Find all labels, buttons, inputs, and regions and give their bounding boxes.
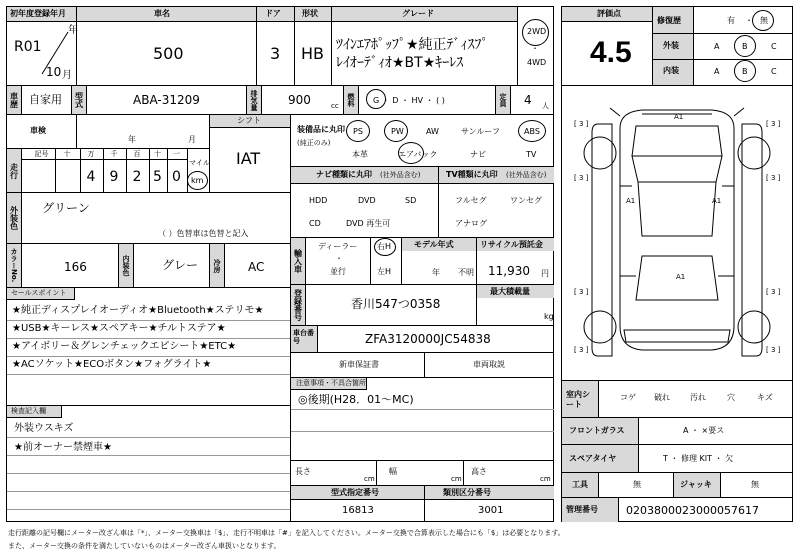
model-value: ABA-31209 bbox=[133, 93, 200, 107]
navi-type: DVD bbox=[358, 196, 376, 205]
navi-label: ナビ種類に丸印 bbox=[316, 170, 372, 179]
interior-grade-circle bbox=[734, 60, 756, 82]
odo-divider bbox=[103, 149, 104, 192]
spare-value: T ・ 修理 KIT ・ 欠 bbox=[663, 454, 734, 463]
diagram-mark-rear: A1 bbox=[676, 273, 686, 281]
max-load-unit: kg bbox=[544, 312, 554, 321]
length-unit: cm bbox=[364, 475, 375, 483]
sales-point-line: ★純正ディスプレイオーディオ★Bluetooth★ステリモ★ bbox=[12, 305, 264, 316]
mile-label: マイル bbox=[189, 159, 210, 167]
equipment-item: ナビ bbox=[470, 150, 486, 159]
chassis-value: ZFA3120000JC54838 bbox=[365, 332, 491, 346]
odo-digit: 2 bbox=[132, 169, 142, 185]
shift-value: IAT bbox=[236, 149, 261, 168]
color-value: グリーン bbox=[42, 201, 90, 215]
type-cert-label: 型式指定番号 bbox=[331, 488, 379, 497]
displacement-value: 900 bbox=[288, 93, 311, 107]
mgmt-value: 0203800023000057617 bbox=[626, 504, 759, 517]
km-label: km bbox=[191, 176, 204, 185]
equipment-item: 本革 bbox=[352, 150, 368, 159]
diagram-mark-front: A1 bbox=[674, 113, 684, 121]
recycle-label: リサイクル預託金 bbox=[480, 240, 543, 249]
type-cert-value: 16813 bbox=[342, 505, 374, 516]
tv-type: アナログ bbox=[455, 219, 487, 228]
odo-digit-label: 十 bbox=[154, 150, 161, 158]
car-name-value: 500 bbox=[153, 44, 184, 63]
recycle-unit: 円 bbox=[541, 269, 549, 278]
drive-4wd: 4WD bbox=[527, 58, 547, 67]
drive-dot: ・ bbox=[531, 44, 539, 53]
equipment-label: 装備品に丸印 bbox=[297, 125, 345, 134]
drive-2wd: 2WD bbox=[527, 27, 547, 36]
recycle-value: 11,930 bbox=[488, 264, 530, 278]
equipment-item: TV bbox=[526, 150, 537, 159]
sales-point-rule bbox=[7, 374, 290, 375]
capacity-unit: 人 bbox=[542, 102, 549, 110]
warranty-label: 新車保証書 bbox=[339, 360, 379, 369]
repair-label: 修復歴 bbox=[657, 16, 681, 25]
odo-divider bbox=[149, 149, 150, 192]
exterior-grade-label: 外装 bbox=[663, 41, 679, 50]
height-unit: cm bbox=[540, 475, 551, 483]
inspector-label: 検査記入欄 bbox=[11, 407, 46, 415]
tv-label: TV種類に丸印 bbox=[446, 170, 498, 179]
first-reg-era-year: R01 bbox=[14, 39, 42, 55]
diagram-bracket-tr: [ 3 ] bbox=[766, 120, 781, 128]
manual-label: 車両取説 bbox=[473, 360, 505, 369]
odo-divider bbox=[126, 149, 127, 192]
sales-points-label: セールスポイント bbox=[11, 289, 67, 297]
inspector-rule bbox=[7, 509, 290, 510]
inspector-rule bbox=[7, 473, 290, 474]
diagram-bracket-mr: [ 3 ] bbox=[766, 174, 781, 182]
seat-condition-item: 汚れ bbox=[690, 393, 706, 402]
tools-value: 無 bbox=[633, 480, 641, 489]
odo-digit: 4 bbox=[86, 169, 96, 185]
diagram-bracket-br2: [ 3 ] bbox=[766, 346, 781, 354]
handle-right-circle bbox=[374, 238, 396, 256]
car-name-label: 車名 bbox=[154, 9, 170, 18]
abs-circle bbox=[518, 120, 546, 142]
exterior-grade-c: C bbox=[771, 42, 777, 51]
first-reg-label: 初年度登録年月 bbox=[10, 9, 66, 18]
shaken-label: 車検 bbox=[30, 126, 46, 135]
car-diagram bbox=[562, 86, 793, 380]
windshield-value: A ・ ×要ス bbox=[683, 426, 725, 435]
equipment-item: AW bbox=[426, 127, 439, 136]
shape-label: 形状 bbox=[302, 9, 318, 18]
ps-circle bbox=[346, 120, 370, 142]
repair-dot: ・ bbox=[745, 16, 753, 25]
notes-label: 注意事項・不具合箇所 bbox=[296, 379, 366, 387]
diagram-bracket-tl: [ 3 ] bbox=[574, 120, 589, 128]
sales-point-rule bbox=[7, 356, 290, 357]
length-label: 長さ bbox=[295, 467, 311, 476]
tv-sub: (社外品含む) bbox=[506, 171, 547, 179]
inspector-line: ★前オーナー禁煙車★ bbox=[14, 442, 112, 453]
model-label: 型式 bbox=[74, 92, 84, 108]
equipment-item: ABS bbox=[524, 127, 540, 136]
use-label: 車歴 bbox=[9, 92, 19, 108]
navi-type: HDD bbox=[309, 196, 328, 205]
pw-circle bbox=[384, 120, 408, 142]
odo-digit-label: 十 bbox=[63, 150, 71, 158]
inspector-rule bbox=[7, 455, 290, 456]
repair-no: 無 bbox=[760, 16, 768, 25]
sales-point-line: ★USB★キーレス★スペアキー★チルトステア★ bbox=[12, 323, 226, 334]
ac-value: AC bbox=[248, 260, 265, 274]
shaken-year-unit: 年 bbox=[128, 135, 136, 144]
navi-type: SD bbox=[405, 196, 417, 205]
door-value: 3 bbox=[270, 44, 281, 63]
plate-label: 登録番号 bbox=[293, 289, 303, 321]
km-circle bbox=[187, 171, 208, 190]
plate-value: 香川547つ0358 bbox=[351, 297, 441, 311]
odo-digit-label: 千 bbox=[110, 150, 118, 158]
model-year-value: 不明 bbox=[458, 268, 474, 277]
equipment-item: PW bbox=[391, 127, 404, 136]
odo-divider bbox=[167, 149, 168, 192]
sales-point-line: ★ACソケット★ECOボタン★フォグライト★ bbox=[12, 359, 212, 370]
footer-line-1: 走行距離の記号欄にメーター改ざん車は「*」、メーター交換車は「$」、走行不明車は「#」を記入してください。メーター交換で合算表示した場合にも「$」は必要となります。 bbox=[8, 529, 565, 537]
score-value: 4.5 bbox=[590, 36, 632, 69]
fuel-options: G ・ D ・ HV ・ ( ) bbox=[373, 96, 445, 105]
import-label: 輸入車 bbox=[293, 249, 303, 273]
tools-label: 工具 bbox=[572, 480, 588, 489]
class-no-value: 3001 bbox=[478, 505, 504, 516]
use-value: 自家用 bbox=[29, 93, 62, 106]
odo-digit: 0 bbox=[172, 169, 181, 185]
sales-point-rule bbox=[7, 320, 290, 321]
exterior-grade-circle bbox=[734, 35, 756, 57]
width-label: 幅 bbox=[389, 467, 397, 476]
class-no-label: 類別区分番号 bbox=[443, 488, 491, 497]
odo-digit-label: 一 bbox=[173, 150, 180, 158]
inspector-line: 外装ウスキズ bbox=[14, 423, 74, 434]
diagram-bracket-br: [ 3 ] bbox=[766, 288, 781, 296]
tv-type: ワンセグ bbox=[510, 196, 542, 205]
spare-label: スペアタイヤ bbox=[569, 454, 617, 463]
exterior-grade-b: B bbox=[742, 42, 748, 51]
capacity-value: 4 bbox=[524, 93, 532, 107]
grade-line-1: ﾂｲﾝｴｱﾎﾟｯﾌﾟ★純正ﾃﾞｨｽﾌﾟ bbox=[336, 37, 489, 53]
first-reg-month-unit: 月 bbox=[62, 70, 72, 81]
footer-line-2: また、メーター交換の条件を満たしていないものはメーター改ざん車扱いとなります。 bbox=[8, 542, 281, 550]
odo-label: 走行 bbox=[9, 162, 19, 179]
color-change-note: （ ）色替車は色替と記入 bbox=[158, 229, 249, 238]
seat-label: 室内シート bbox=[566, 390, 590, 410]
displacement-label: 排気量 bbox=[250, 89, 258, 111]
diagram-bracket-bl: [ 3 ] bbox=[574, 288, 589, 296]
grade-line-2: ﾚｲｵｰﾃﾞｨｵ★BT★ｷｰﾚｽ bbox=[336, 55, 464, 71]
displacement-unit: cc bbox=[331, 102, 339, 110]
jack-label: ジャッキ bbox=[680, 480, 712, 489]
interior-color-value: グレー bbox=[162, 258, 199, 272]
color-no-label: カラーNo. bbox=[10, 248, 18, 283]
diagram-bracket-ml: [ 3 ] bbox=[574, 174, 589, 182]
odo-divider bbox=[80, 149, 81, 192]
grade-label: グレード bbox=[402, 9, 434, 18]
interior-grade-b: B bbox=[742, 67, 748, 76]
drive-2wd-circle bbox=[522, 19, 549, 46]
seat-condition-item: 破れ bbox=[654, 393, 670, 402]
diagram-bracket-bl2: [ 3 ] bbox=[574, 346, 589, 354]
first-reg-year-unit: 年 bbox=[68, 25, 78, 36]
color-label: 外装色 bbox=[9, 206, 19, 230]
ac-label: 冷房 bbox=[213, 258, 221, 273]
equipment-sub-label: (純正のみ) bbox=[297, 139, 331, 147]
handle-left: 左H bbox=[377, 267, 392, 276]
max-load-label: 最大積載量 bbox=[490, 287, 530, 296]
windshield-label: フロントガラス bbox=[569, 426, 625, 435]
odo-digit: 9 bbox=[109, 169, 119, 185]
odo-digit-label: 記号 bbox=[34, 150, 49, 158]
interior-grade-a: A bbox=[714, 67, 720, 76]
odo-digit-label: 万 bbox=[87, 150, 95, 158]
repair-no-circle bbox=[752, 10, 774, 31]
navi-type: DVD 再生可 bbox=[346, 219, 391, 228]
first-reg-month: 10 bbox=[46, 65, 62, 79]
seat-condition-item: 穴 bbox=[727, 393, 735, 402]
airbag-circle bbox=[398, 142, 424, 164]
model-year-unit: 年 bbox=[432, 268, 440, 277]
equipment-item: サンルーフ bbox=[461, 127, 500, 136]
interior-color-label: 内装色 bbox=[122, 255, 130, 276]
model-year-label: モデル年式 bbox=[414, 240, 454, 249]
shaken-month-unit: 月 bbox=[188, 135, 196, 144]
shape-value: HB bbox=[301, 44, 325, 63]
interior-grade-label: 内装 bbox=[663, 66, 679, 75]
interior-grade-c: C bbox=[771, 67, 777, 76]
notes-value: ◎後期(H28．01～MC) bbox=[298, 393, 414, 406]
import-dealer: ディーラー bbox=[318, 242, 358, 251]
navi-sub: (社外品含む) bbox=[380, 171, 421, 179]
odo-divider bbox=[55, 149, 56, 192]
diagram-mark-right: A1 bbox=[712, 197, 722, 205]
sales-point-line: ★アイボリー＆グレンチェックエピシート★ETC★ bbox=[12, 341, 237, 352]
import-dot: ・ bbox=[335, 254, 343, 263]
height-label: 高さ bbox=[471, 467, 487, 476]
odo-digit: 5 bbox=[153, 169, 162, 185]
door-label: ドア bbox=[265, 9, 281, 18]
fuel-g-circle bbox=[366, 89, 386, 109]
color-no-value: 166 bbox=[64, 260, 87, 274]
score-label: 評価点 bbox=[597, 9, 621, 18]
navi-type: CD bbox=[309, 219, 321, 228]
seat-condition-item: キズ bbox=[757, 393, 773, 402]
jack-value: 無 bbox=[751, 480, 759, 489]
diagram-mark-left: A1 bbox=[626, 197, 636, 205]
inspector-rule bbox=[7, 437, 290, 438]
odo-digit-label: 百 bbox=[133, 150, 141, 158]
repair-yes: 有 bbox=[727, 16, 735, 25]
fuel-label: 燃料 bbox=[347, 93, 355, 107]
width-unit: cm bbox=[451, 475, 462, 483]
import-parallel: 並行 bbox=[330, 267, 346, 276]
capacity-label: 定員 bbox=[499, 93, 507, 107]
equipment-item: エアバック bbox=[398, 150, 438, 159]
handle-right: 右H bbox=[377, 242, 392, 251]
shift-label: シフト bbox=[237, 116, 261, 125]
equipment-item: PS bbox=[353, 127, 363, 136]
mgmt-label: 管理番号 bbox=[566, 505, 598, 514]
seat-condition-item: コゲ bbox=[620, 393, 636, 402]
tv-type: フルセグ bbox=[455, 196, 487, 205]
exterior-grade-a: A bbox=[714, 42, 720, 51]
chassis-label: 車台番号 bbox=[293, 329, 314, 346]
inspector-rule bbox=[7, 491, 290, 492]
sales-point-rule bbox=[7, 338, 290, 339]
